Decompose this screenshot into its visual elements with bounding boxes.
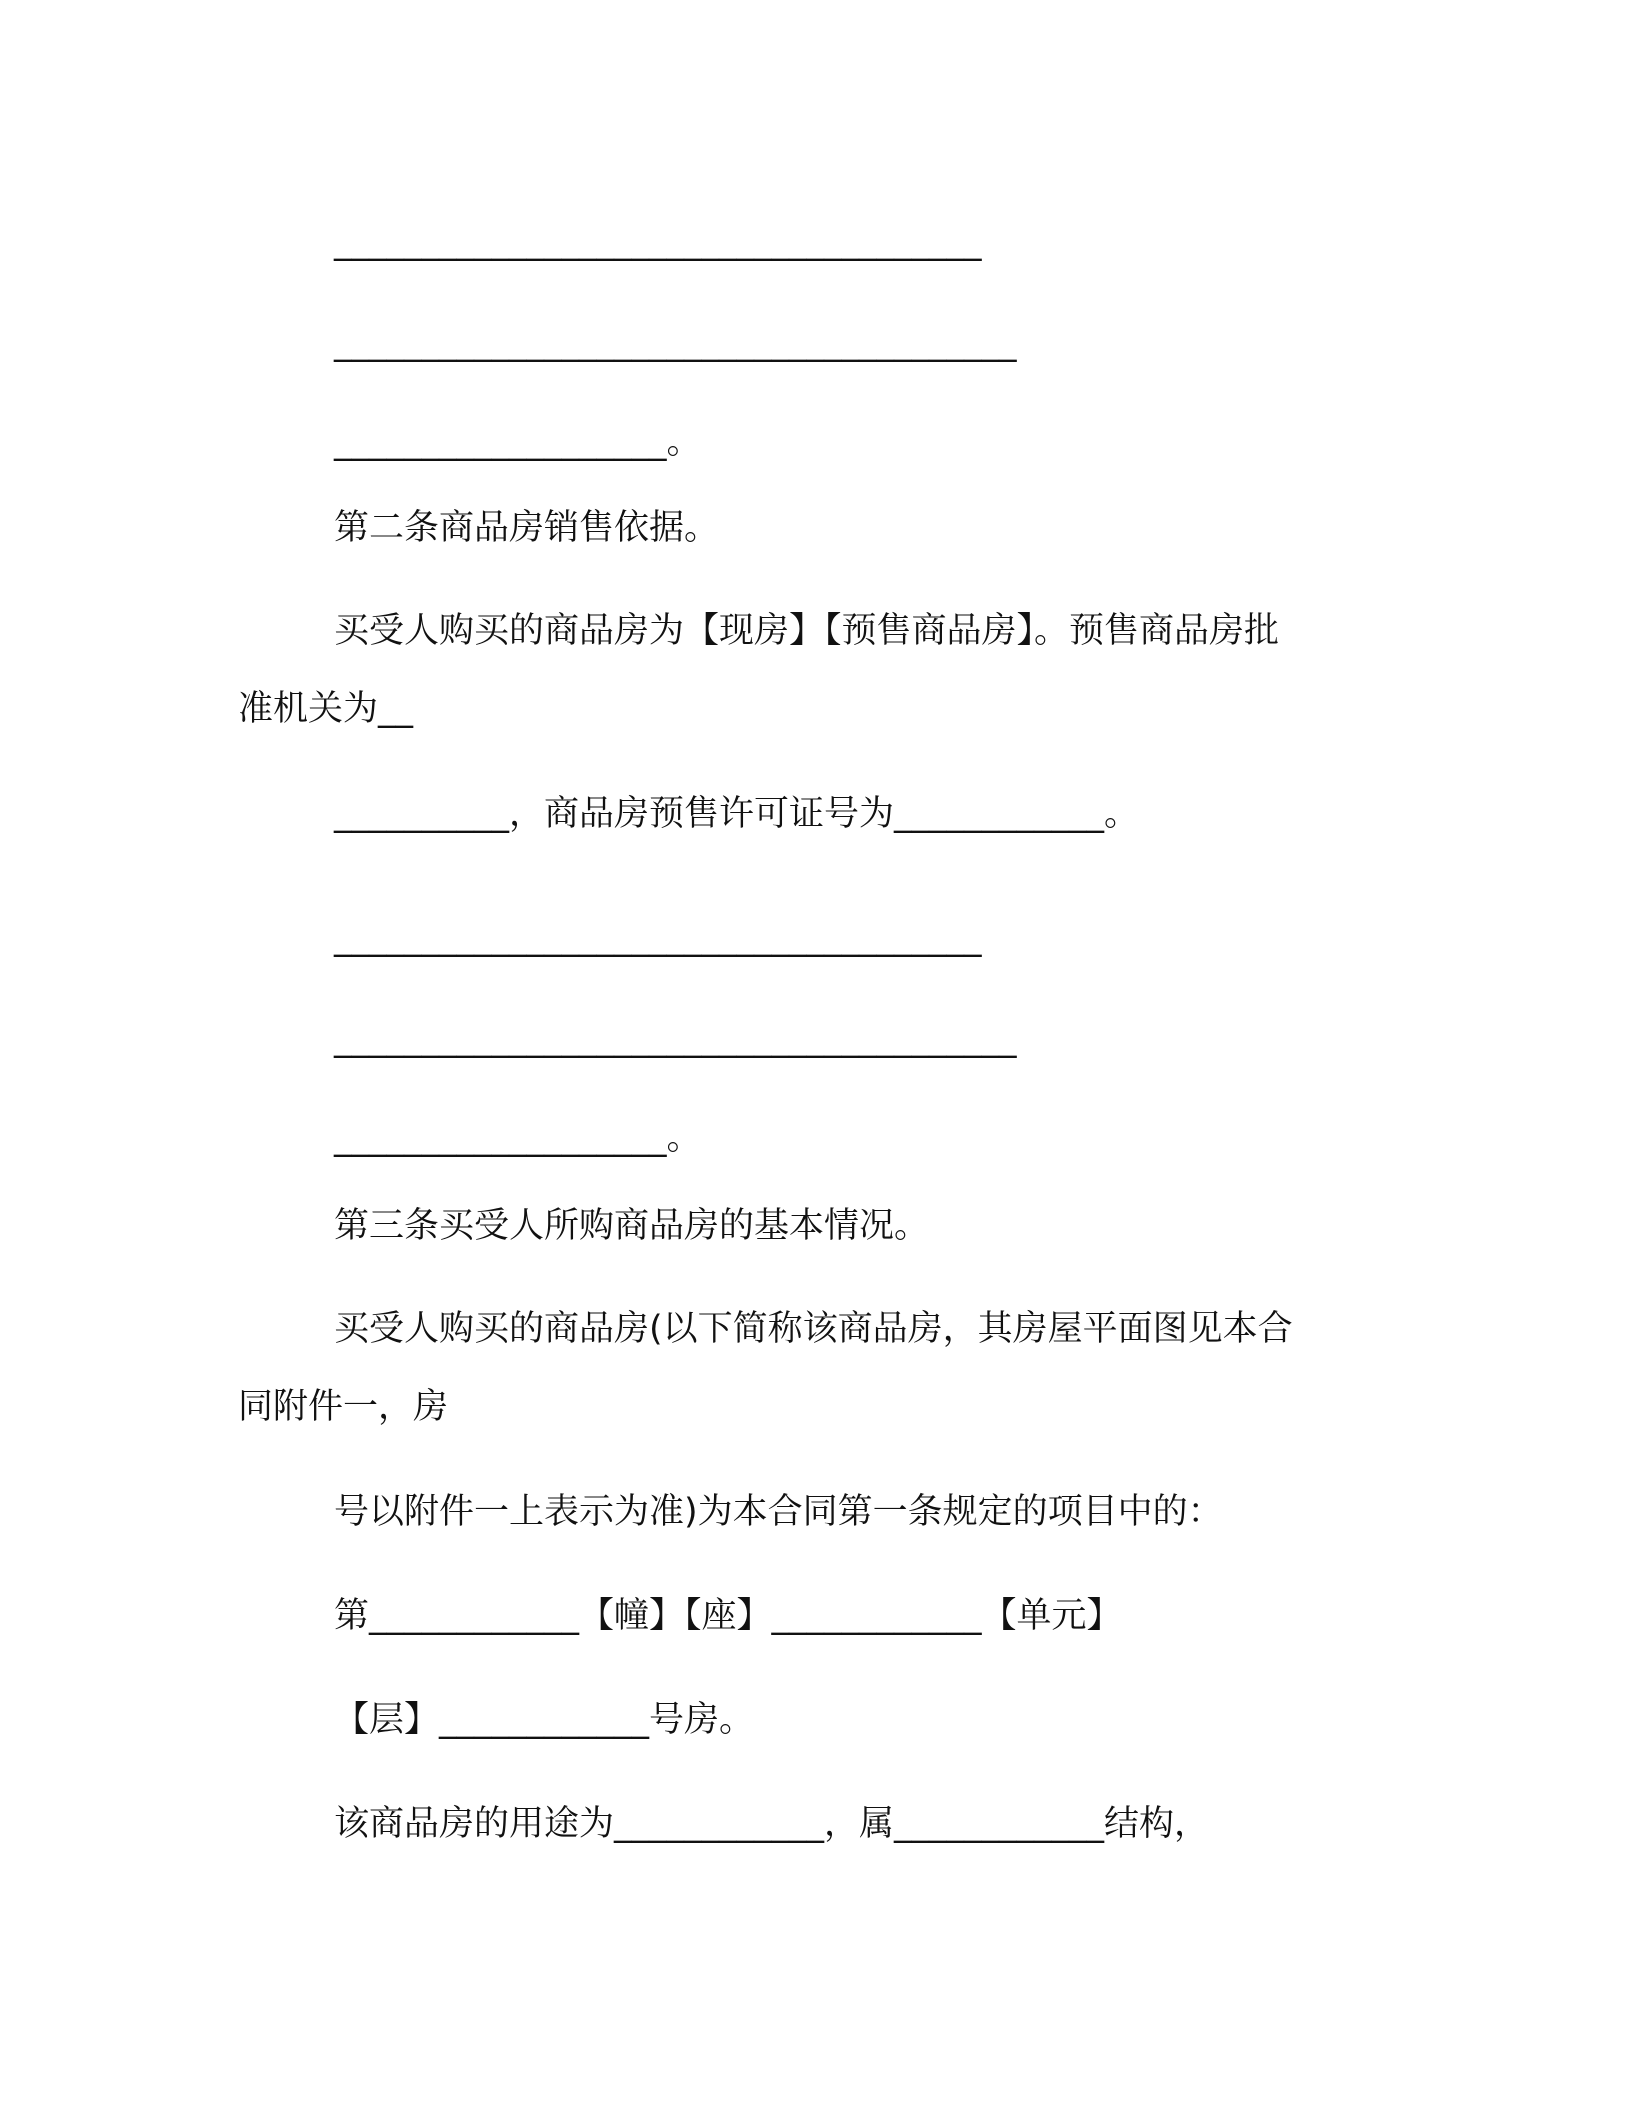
article-3-heading: 第三条买受人所购商品房的基本情况。: [334, 1206, 930, 1246]
blank-line-5: _______________________________________: [334, 1019, 1017, 1059]
article-2-paragraph-line-1: 买受人购买的商品房为【现房】【预售商品房】。预售商品房批: [334, 611, 1280, 651]
article-3-paragraph-line-1: 买受人购买的商品房(以下简称该商品房，其房屋平面图见本合: [334, 1309, 1293, 1349]
article-2-heading: 第二条商品房销售依据。: [334, 508, 720, 548]
article-3-paragraph-line-3: 号以附件一上表示为准)为本合同第一条规定的项目中的：: [334, 1492, 1223, 1532]
unit-location-line: 第____________【幢】【座】____________【单元】: [334, 1596, 1122, 1636]
floor-room-line: 【层】____________号房。: [334, 1700, 755, 1740]
article-2-paragraph-line-2: 准机关为__: [238, 689, 414, 729]
blank-line-3: ___________________。: [334, 422, 702, 462]
presale-permit-line: __________，商品房预售许可证号为____________。: [334, 794, 1140, 834]
blank-line-4: _____________________________________: [334, 918, 982, 958]
blank-line-6: ___________________。: [334, 1118, 702, 1158]
blank-line-1: _____________________________________: [334, 222, 982, 262]
blank-line-2: _______________________________________: [334, 323, 1017, 363]
usage-structure-line: 该商品房的用途为____________，属____________结构，: [334, 1804, 1210, 1844]
article-3-paragraph-line-2: 同附件一，房: [238, 1387, 449, 1427]
